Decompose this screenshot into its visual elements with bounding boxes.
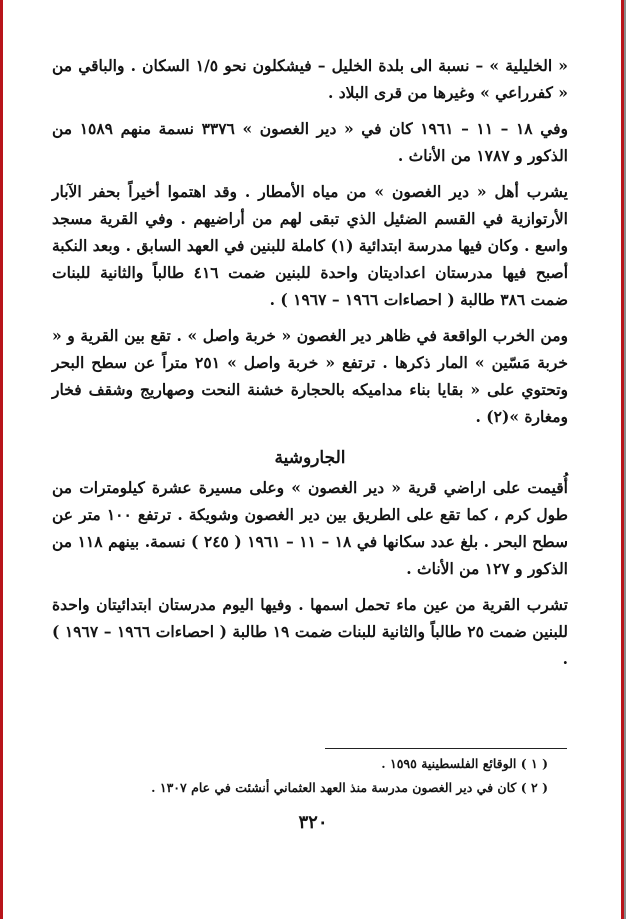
footnote-2: ( ٢ ) كان في دير الغصون مدرسة منذ العهد العثماني أنشئت في عام ١٣٠٧ .	[151, 780, 548, 795]
page-body	[52, 52, 568, 672]
left-frame-border	[0, 0, 3, 919]
paragraph-jaroushiya-location: أُقيمت على اراضي قرية « دير الغصون » وعلى مسيرة عشرة كيلومترات من طول كرم ، كما تقع على الطريق بين دير الغصون وشويكة . ترتفع ١٠٠ متر عن سطح البحر . بلغ عدد سكانها في ١٨ – ١١ – ١٩٦١ ( ٢٤٥ ) نسمة. بينهم ١١٨ من الذكور و ١٢٧ من الأناث .	[52, 478, 569, 578]
paragraph-population-1961: وفي ١٨ – ١١ – ١٩٦١ كان في « دير الغصون » ٣٣٧٦ نسمة منهم ١٥٨٩ من الذكور و ١٧٨٧ من الأناث .	[52, 119, 569, 165]
paragraph-jaroushiya-water-schools: تشرب القرية من عين ماء تحمل اسمها . وفيها اليوم مدرستان ابتدائيتان واحدة للبنين ضمت ٢٥ طالباً والثانية للبنات ضمت ١٩ طالبة ( احصاءات ١٩٦٦ – ١٩٦٧ ) .	[52, 595, 568, 668]
section-heading-jaroushiya: الجاروشية	[274, 448, 346, 468]
footnotes	[52, 752, 568, 800]
paragraph-khirbet-wasel: ومن الخرب الواقعة في ظاهر دير الغصون « خربة واصل » . تقع بين القرية و « خربة مَسّين » المار ذكرها . ترتفع « خربة واصل » ٢٥١ متراً عن سطح البحر وتحتوي على « بقايا بناء مداميكه بالحجارة خشنة النحت وصهاريج وشقف فخار ومغارة »(٢) .	[52, 326, 568, 426]
footnote-separator	[325, 748, 567, 749]
footnote-1: ( ١ ) الوقائع الفلسطينية ١٥٩٥ .	[381, 756, 548, 771]
page-number: ٣٢٠	[298, 812, 328, 833]
paragraph-water-and-schools: يشرب أهل « دير الغصون » من مياه الأمطار . وقد اهتموا أخيراً بحفر الآبار الأرتوازية في القسم الضئيل الذي تبقى لهم من أراضيهم . وفي القرية مسجد واسع . وكان فيها مدرسة ابتدائية (١) كاملة للبنين في العهد السابق . وبعد النكبة أصبح فيها مدرستان اعداديتان واحدة للبنين ضمت ٤١٦ طالباً والثانية للبنات ضمت ٣٨٦ طالبة ( احصاءات ١٩٦٦ – ١٩٦٧ ) .	[52, 182, 569, 309]
paragraph-khalili-origin: « الخليلية » – نسبة الى بلدة الخليل – فيشكلون نحو ١/٥ السكان . والباقي من « كفرراعي » وغيرها من قرى البلاد .	[52, 56, 568, 102]
